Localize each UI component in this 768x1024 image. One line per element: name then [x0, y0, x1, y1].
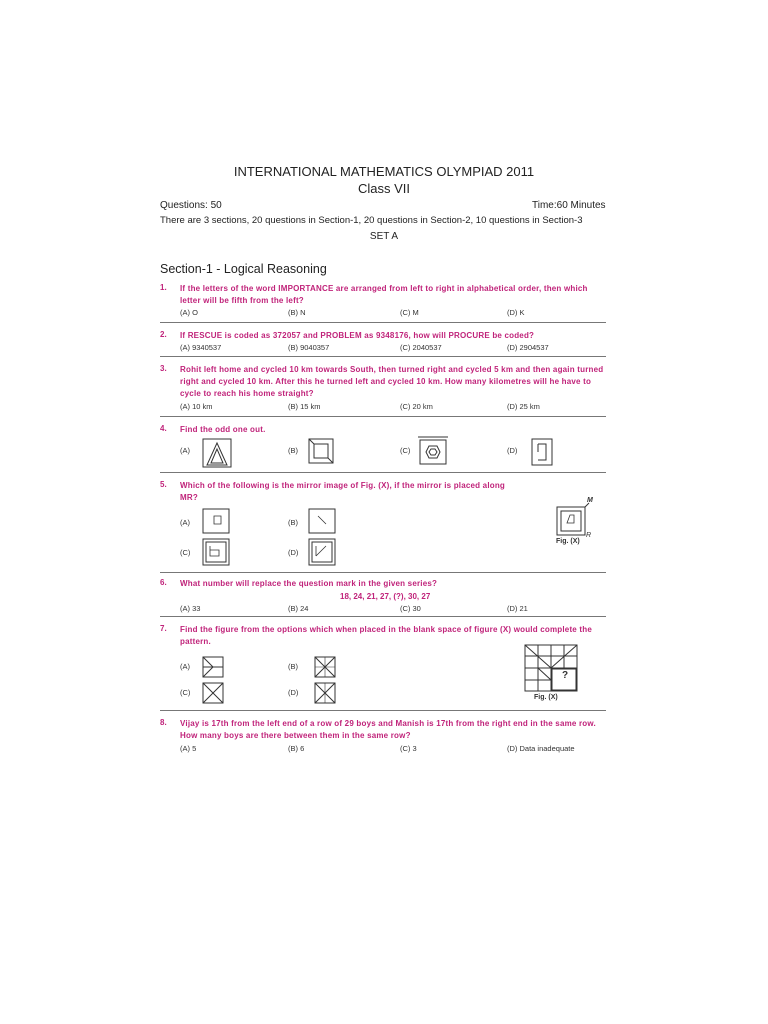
- option-c: (C) 2040537: [400, 343, 442, 352]
- divider: [160, 616, 606, 617]
- option-a: (A): [180, 518, 190, 527]
- option-d: (D) K: [507, 308, 525, 317]
- option-d: (D): [288, 688, 299, 697]
- number-series: 18, 24, 21, 27, (?), 30, 27: [340, 592, 431, 601]
- question-8: [160, 718, 610, 756]
- question-text: Vijay is 17th from the left end of a row of 29 boys and Manish is 17th from the right end in the same row. How many boys are there between them in the same row?: [180, 719, 596, 740]
- question-2: [160, 330, 610, 356]
- questions-count: Questions: 50: [160, 200, 222, 211]
- option-a: (A) O: [180, 308, 198, 317]
- set-label: SET A: [369, 231, 399, 242]
- divider: [160, 710, 606, 711]
- question-3: [160, 364, 610, 416]
- figure-b-square-icon: [308, 438, 334, 464]
- option-b: (B): [288, 662, 298, 671]
- figure-a-pattern-icon: [202, 656, 224, 678]
- question-1: [160, 283, 610, 323]
- question-text: Find the odd one out.: [180, 425, 266, 434]
- question-number: 6.: [160, 578, 167, 587]
- option-b: (B) N: [288, 308, 306, 317]
- option-c: (C) 3: [400, 744, 417, 753]
- mirror-m-label: M: [587, 497, 593, 504]
- question-text: If the letters of the word IMPORTANCE are arranged from left to right in alphabetical order, then which letter will be fifth from the left?: [180, 284, 588, 305]
- option-d: (D): [288, 548, 299, 557]
- question-number: 2.: [160, 330, 167, 339]
- option-c: (C) M: [400, 308, 419, 317]
- option-c: (C): [180, 548, 191, 557]
- option-b: (B) 24: [288, 604, 309, 613]
- figure-a-mirror-icon: [202, 508, 230, 534]
- figure-b-mirror-icon: [308, 508, 336, 534]
- figure-d-pattern-icon: [314, 682, 336, 704]
- question-text: Which of the following is the mirror image of Fig. (X), if the mirror is placed along MR?: [180, 481, 506, 502]
- option-c: (C): [400, 446, 411, 455]
- option-c: (C) 30: [400, 604, 421, 613]
- option-c: (C) 20 km: [400, 402, 433, 411]
- option-a: (A) 10 km: [180, 402, 213, 411]
- figure-x-pattern-icon: [524, 644, 578, 692]
- figure-a-triangle-icon: [202, 438, 232, 468]
- question-number: 7.: [160, 624, 167, 633]
- figure-c-hexagon-icon: [418, 436, 448, 466]
- divider: [160, 416, 606, 417]
- question-text: What number will replace the question mark in the given series?: [180, 579, 438, 588]
- question-text: If RESCUE is coded as 372057 and PROBLEM as 9348176, how will PROCURE be coded?: [180, 331, 535, 340]
- divider: [160, 322, 606, 323]
- divider: [160, 356, 606, 357]
- option-a: (A) 33: [180, 604, 201, 613]
- question-number: 8.: [160, 718, 167, 727]
- question-number: 5.: [160, 480, 167, 489]
- figure-c-pattern-icon: [202, 682, 224, 704]
- blank-question-mark: ?: [562, 670, 569, 681]
- option-a: (A) 9340537: [180, 343, 222, 352]
- question-5: [160, 480, 610, 570]
- question-text: Find the figure from the options which when placed in the blank space of figure (X) would complete the pattern.: [180, 625, 592, 646]
- option-d: (D) 2904537: [507, 343, 549, 352]
- class-label: Class VII: [357, 181, 410, 196]
- question-text: Rohit left home and cycled 10 km towards South, then turned right and cycled 5 km and then again turned right and cycled 10 km. After this he turned left and cycled 10 km. How many kilometres will he have to cycle to reach his home straight?: [180, 365, 604, 398]
- sections-info: There are 3 sections, 20 questions in Section-1, 20 questions in Section-2, 10 questions in Section-3: [160, 215, 583, 226]
- question-7: [160, 624, 610, 710]
- option-b: (B) 6: [288, 744, 305, 753]
- document-title: INTERNATIONAL MATHEMATICS OLYMPIAD 2011: [233, 164, 535, 179]
- option-b: (B) 9040357: [288, 343, 330, 352]
- option-d: (D) 21: [507, 604, 528, 613]
- option-b: (B) 15 km: [288, 402, 321, 411]
- section-title: Section-1 - Logical Reasoning: [160, 262, 327, 276]
- figure-b-pattern-icon: [314, 656, 336, 678]
- divider: [160, 472, 606, 473]
- time-limit: Time:60 Minutes: [532, 200, 606, 211]
- mirror-r-label: R: [586, 532, 592, 539]
- figure-d-bracket-icon: [530, 438, 554, 466]
- fig-x-label: Fig. (X): [534, 694, 558, 701]
- option-b: (B): [288, 446, 298, 455]
- option-d: (D) 25 km: [507, 402, 540, 411]
- figure-c-mirror-icon: [202, 538, 230, 566]
- figure-x-mirror-icon: [556, 502, 590, 536]
- question-number: 3.: [160, 364, 167, 373]
- question-number: 4.: [160, 424, 167, 433]
- option-c: (C): [180, 688, 191, 697]
- fig-x-label: Fig. (X): [556, 538, 580, 545]
- question-4: [160, 424, 610, 472]
- option-b: (B): [288, 518, 298, 527]
- option-d: (D): [507, 446, 518, 455]
- divider: [160, 572, 606, 573]
- question-number: 1.: [160, 283, 167, 292]
- option-a: (A): [180, 662, 190, 671]
- figure-d-mirror-icon: [308, 538, 336, 566]
- question-6: [160, 578, 610, 614]
- option-a: (A) 5: [180, 744, 197, 753]
- option-a: (A): [180, 446, 190, 455]
- option-d: (D) Data inadequate: [507, 744, 575, 753]
